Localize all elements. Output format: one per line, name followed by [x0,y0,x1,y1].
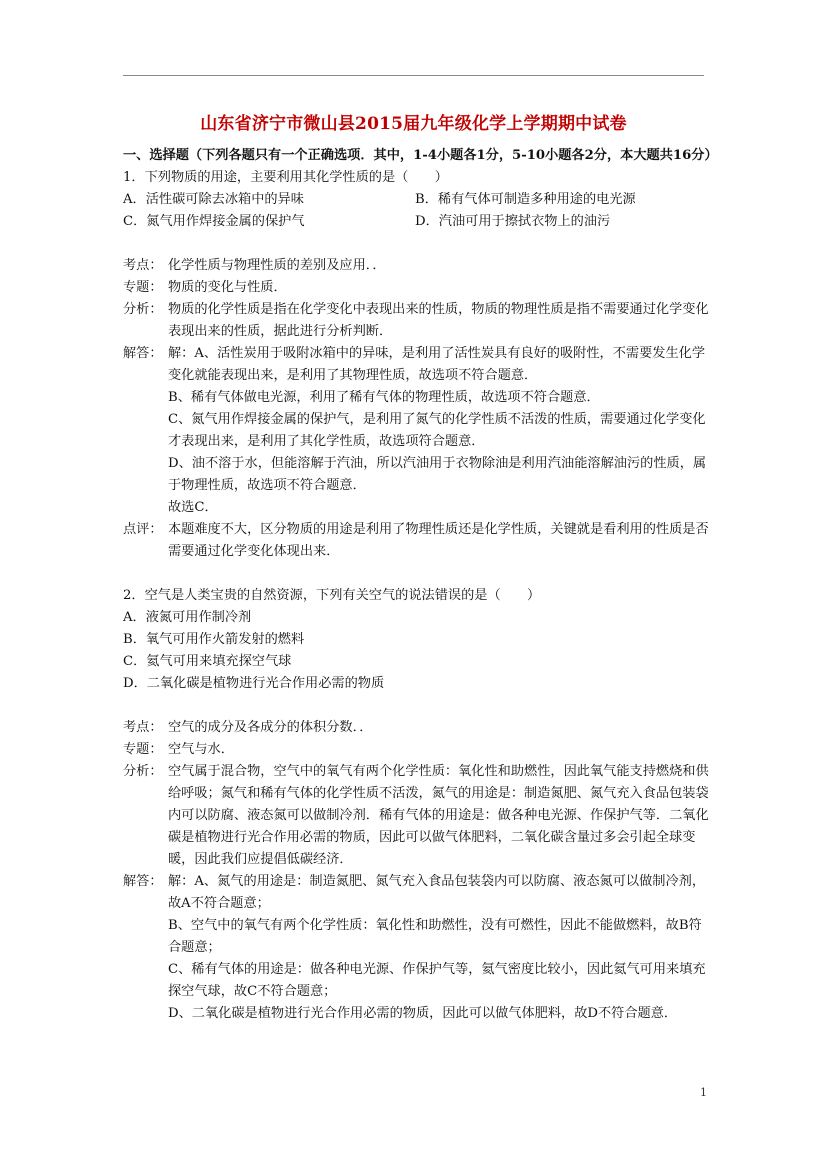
label-fenxi: 分析： [123,302,163,317]
q1-jieda-b: B、稀有气体做电光源，利用了稀有气体的物理性质，故选项不符合题意． [168,390,600,405]
q2-jieda: 解答： 解：A、氮气的用途是：制造氮肥、氮气充入食品包装袋内可以防腐、液态氮可以做制冷剂，故A不符合题意； [123,871,713,915]
label-zhuanti: 专题： [123,280,163,295]
q2-jieda-b: B、空气中的氧气有两个化学性质：氧化性和助燃性，没有可燃性，因此不能做燃料，故B符合题意； [168,918,702,955]
q2-kaodian: 考点： 空气的成分及各成分的体积分数．． [123,717,713,739]
label-zhuanti: 专题： [123,742,163,757]
q1-zhuanti: 专题： 物质的变化与性质． [123,277,713,299]
q1-option-d: D．汽油可用于擦拭衣物上的油污 [415,214,611,229]
q1-option-b: B．稀有气体可制造多种用途的电光源 [415,192,636,207]
header-rule [123,75,704,76]
label-dianping: 点评： [123,522,163,537]
label-fenxi: 分析： [123,764,163,779]
label-jieda: 解答： [123,874,163,889]
page-number: 1 [700,1086,707,1099]
label-jieda: 解答： [123,346,163,361]
q2-zhuanti: 专题： 空气与水． [123,739,713,761]
q1-dianping: 点评： 本题难度不大，区分物质的用途是利用了物理性质还是化学性质，关键就是看利用的性质是否需要通过化学变化体现出来． [123,519,713,563]
q2-option-a: A．液氮可用作制冷剂 [123,610,252,625]
page-title: 山东省济宁市微山县2015届九年级化学上学期期中试卷 [200,114,627,134]
q1-fenxi: 分析： 物质的化学性质是指在化学变化中表现出来的性质，物质的物理性质是指不需要通过化学变化表现出来的性质，据此进行分析判断． [123,299,713,343]
q2-option-c: C．氦气可用来填充探空气球 [123,654,292,669]
q2-option-b: B．氧气可用作火箭发射的燃料 [123,632,305,647]
q1-kaodian: 考点： 化学性质与物理性质的差别及应用．． [123,255,713,277]
q2-jieda-d: D、二氧化碳是植物进行光合作用必需的物质，因此可以做气体肥料，故D不符合题意． [168,1006,678,1021]
q2-option-d: D．二氧化碳是植物进行光合作用必需的物质 [123,676,385,691]
document-body [123,145,718,1025]
q1-jieda: 解答： 解：A、活性炭用于吸附冰箱中的异味，是利用了活性炭具有良好的吸附性，不需要发生化学变化就能表现出来，是利用了其物理性质，故选项不符合题意． [123,343,713,387]
q1-jieda-c: C、氮气用作焊接金属的保护气，是利用了氮气的化学性质不活泼的性质，需要通过化学变化才表现出来，是利用了其化学性质，故选项符合题意． [168,412,706,449]
q1-stem: 1．下列物质的用途，主要利用其化学性质的是（ ） [123,170,448,185]
section-heading: 一、选择题（下列各题只有一个正确选项．其中，1-4小题各1分，5-10小题各2分，本大题共16分） [123,148,718,163]
q1-option-a: A．活性碳可除去冰箱中的异味 [123,192,304,207]
q2-stem: 2．空气是人类宝贵的自然资源，下列有关空气的说法错误的是（ ） [123,588,541,603]
q1-jieda-d: D、油不溶于水，但能溶解于汽油，所以汽油用于衣物除油是利用汽油能溶解油污的性质，属于物理性质，故选项不符合题意． [168,456,707,493]
label-kaodian: 考点： [123,720,163,735]
q2-jieda-c: C、稀有气体的用途是：做各种电光源、作保护气等，氦气密度比较小，因此氦气可用来填充探空气球，故C不符合题意； [168,962,706,999]
q1-options-row2 [123,211,713,233]
q1-option-c: C．氮气用作焊接金属的保护气 [123,214,305,229]
label-kaodian: 考点： [123,258,163,273]
q1-options-row1 [123,189,713,211]
q1-answer: 故选C． [168,500,218,515]
q2-fenxi: 分析： 空气属于混合物，空气中的氧气有两个化学性质：氧化性和助燃性，因此氧气能支持燃烧和供给呼吸；氮气和稀有气体的化学性质不活泼，氮气的用途是：制造氮肥、氮气充入食品包装袋内可以防腐、液态氮可以做制冷剂．稀有气体的用途是：做各种电光源、作保护气等．二氧化碳是植物进行光合作用必需的物质，因此可以做气体肥料，二氧化碳含量过多会引起全球变暖，因此我们应提倡低碳经济． [123,761,713,871]
